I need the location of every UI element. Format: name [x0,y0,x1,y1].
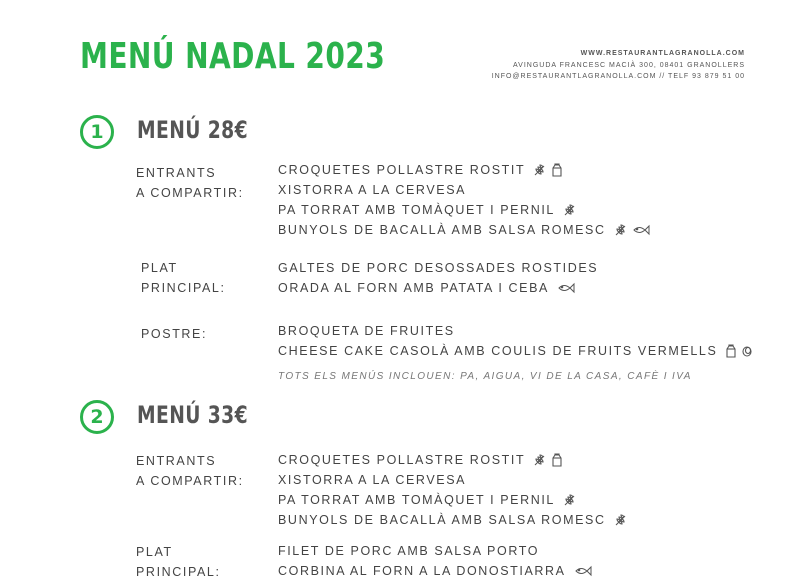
list-item: CORBINA AL FORN A LA DONOSTIARRA [278,561,592,581]
menu-note: TOTS ELS MENÚS INCLOUEN: PA, AIGUA, VI DE LA CASA, CAFÈ I IVA [278,371,692,382]
page-title: MENÚ NADAL 2023 [80,36,386,77]
fish-icon [574,565,592,577]
menu-1-number-badge: 1 [80,115,114,149]
list-item: PA TORRAT AMB TOMÀQUET I PERNIL [278,200,577,220]
list-item: XISTORRA A LA CERVESA [278,473,467,487]
wheat-icon [533,163,547,177]
list-item: GALTES DE PORC DESOSSADES ROSTIDES [278,261,599,275]
milk-carton-icon [725,344,737,358]
wheat-icon [563,493,577,507]
wheat-icon [614,513,628,527]
list-item: CHEESE CAKE CASOLÀ AMB COULIS DE FRUITS VERMELLS [278,341,753,361]
menu-1-main-label: PLAT PRINCIPAL: [141,261,226,295]
wheat-icon [533,453,547,467]
fish-icon [557,282,575,294]
address: AVINGUDA FRANCESC MACIÀ 300, 08401 GRANOLLERS [513,61,745,69]
menu-1-dessert-label: POSTRE: [141,327,208,341]
menu-2-entrants-label: ENTRANTS A COMPARTIR: [136,454,244,488]
list-item: BUNYOLS DE BACALLÀ AMB SALSA ROMESC [278,220,650,240]
list-item: BUNYOLS DE BACALLÀ AMB SALSA ROMESC [278,510,628,530]
wheat-icon [614,223,628,237]
milk-carton-icon [551,453,563,467]
fish-icon [632,224,650,236]
milk-carton-icon [551,163,563,177]
menu-2-main-label: PLAT PRINCIPAL: [136,545,221,579]
list-item: BROQUETA DE FRUITES [278,324,455,338]
list-item: FILET DE PORC AMB SALSA PORTO [278,544,540,558]
list-item: CROQUETES POLLASTRE ROSTIT [278,450,563,470]
egg-icon [741,345,753,357]
menu-1-entrants-label: ENTRANTS A COMPARTIR: [136,166,244,200]
email-phone: INFO@RESTAURANTLAGRANOLLA.COM // TELF 93 879 51 00 [491,73,745,80]
list-item: ORADA AL FORN AMB PATATA I CEBA [278,278,575,298]
website-link[interactable]: WWW.RESTAURANTLAGRANOLLA.COM [580,50,745,57]
contact-info [492,48,745,83]
wheat-icon [563,203,577,217]
list-item: CROQUETES POLLASTRE ROSTIT [278,160,563,180]
menu-1-title: MENÚ 28€ [137,116,249,144]
list-item: PA TORRAT AMB TOMÀQUET I PERNIL [278,490,577,510]
menu-2-title: MENÚ 33€ [137,401,249,429]
list-item: XISTORRA A LA CERVESA [278,183,467,197]
menu-2-number-badge: 2 [80,400,114,434]
